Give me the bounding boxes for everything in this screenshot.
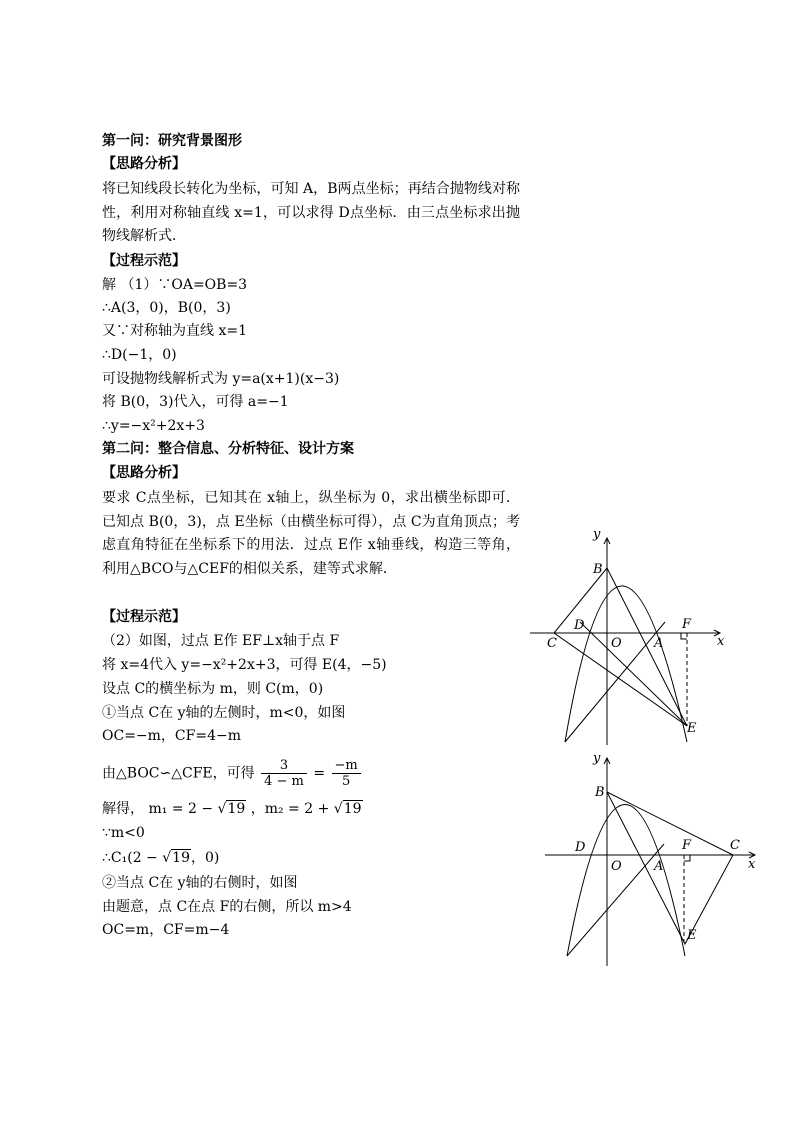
section1-step-1: 解 （1）∵OA=OB=3: [102, 277, 248, 293]
sqrt-19-c: 19: [172, 850, 190, 866]
section2-title: 第二问：整合信息、分析特征、设计方案: [102, 441, 354, 457]
fig2-label-x: x: [748, 857, 756, 872]
section1-step-7: ∴y=−x²+2x+3: [102, 418, 205, 434]
equals-sign: =: [313, 765, 326, 782]
sqrt-sign: √: [162, 850, 172, 866]
fig2-label-b: B: [595, 785, 605, 800]
solve-prefix: 解得，: [102, 801, 144, 817]
m2-label: ，m₂ = 2 +: [250, 801, 330, 817]
fig1-label-e: E: [687, 721, 697, 736]
fig1-label-d: D: [574, 618, 585, 633]
fraction-1-numerator: 3: [261, 758, 307, 774]
sqrt-19-b: 19: [343, 801, 362, 817]
section2-think-header: 【思路分析】: [102, 465, 186, 481]
section2-think-text: 要求 C点坐标，已知其在 x轴上，纵坐标为 0，求出横坐标即可．已知点 B(0，3)，点 E坐标（由横坐标可得），点 C为直角顶点；考虑直角特征在坐标系下的用法．过点 E作 x轴垂线，构造三等角，利用△BCO与△CEF的相似关系，建等式求解．: [102, 490, 520, 577]
fraction-1-denominator: 4 − m: [264, 774, 304, 789]
fig1-label-x: x: [717, 634, 725, 649]
condition-m-negative: ∵m<0: [102, 825, 145, 841]
right-angle-mark: [681, 633, 687, 639]
section2-step-2: 将 x=4代入 y=−x²+2x+3，可得 E(4，−5): [102, 657, 387, 673]
fig2-label-f: F: [682, 838, 692, 853]
section1-process-header: 【过程示范】: [102, 253, 186, 269]
section1-step-5: 可设抛物线解析式为 y=a(x+1)(x−3): [102, 371, 340, 387]
c1-prefix: ∴C₁(2 −: [102, 850, 158, 866]
fig2-label-d: D: [575, 840, 586, 855]
figure-1: [525, 520, 735, 750]
sqrt-sign: √: [217, 801, 227, 817]
fig2-label-c: C: [730, 838, 740, 853]
fig1-label-c: C: [547, 636, 557, 651]
line-d-e: [580, 622, 687, 726]
similar-equation: [102, 758, 363, 789]
section1-think-header: 【思路分析】: [102, 156, 186, 172]
c1-result: [102, 847, 219, 870]
section1-title: 第一问：研究背景图形: [102, 133, 242, 149]
fig1-label-y: y: [593, 527, 601, 542]
fig2-label-y: y: [593, 751, 601, 766]
parabola: [565, 586, 687, 742]
c1-suffix: ，0): [190, 850, 220, 866]
case2-line: ②当点 C在 y轴的右侧时，如图: [102, 875, 298, 891]
fig2-label-e: E: [687, 928, 697, 943]
sqrt-19-a: 19: [227, 801, 246, 817]
section1-think-text: 将已知线段长转化为坐标，可知 A，B两点坐标；再结合抛物线对称性，利用对称轴直线 x=1，可以求得 D点坐标．由三点坐标求出抛物线解析式．: [102, 181, 520, 244]
section1-step-3: 又∵对称轴为直线 x=1: [102, 323, 247, 339]
solve-line: [102, 798, 363, 821]
fig1-label-b: B: [593, 562, 603, 577]
fraction-2-numerator: −m: [332, 758, 361, 774]
sqrt-sign: √: [333, 801, 343, 817]
figure-2: [540, 748, 770, 973]
section2-step-4: ①当点 C在 y轴的左侧时，m<0，如图: [102, 705, 346, 721]
triangle-bce: [607, 792, 733, 944]
case2-condition: 由题意，点 C在点 F的右侧，所以 m>4: [102, 899, 352, 915]
similar-prefix: 由△BOC∽△CFE，可得: [102, 765, 255, 782]
fig1-label-o: O: [611, 636, 622, 651]
section2-step-1: （2）如图，过点 E作 EF⊥x轴于点 F: [102, 633, 340, 649]
section2-step-3: 设点 C的横坐标为 m，则 C(m，0): [102, 681, 324, 697]
fig2-label-a: A: [654, 859, 664, 874]
fig2-label-o: O: [611, 859, 622, 874]
section1-step-4: ∴D(−1，0): [102, 347, 177, 363]
section1-step-2: ∴A(3，0)，B(0，3): [102, 300, 231, 316]
section2-process-header: 【过程示范】: [102, 609, 186, 625]
case2-lengths: OC=m，CF=m−4: [102, 922, 230, 938]
right-angle-mark: [684, 855, 690, 861]
section2-step-5: OC=−m，CF=4−m: [102, 728, 241, 744]
m1-label: m₁ = 2 −: [148, 801, 214, 817]
fig1-label-a: A: [654, 636, 664, 651]
fig1-label-f: F: [682, 617, 692, 632]
section1-step-6: 将 B(0，3)代入，可得 a=−1: [102, 394, 289, 410]
fraction-2-denominator: 5: [341, 774, 351, 789]
fraction-1: [261, 758, 307, 789]
fraction-2: [332, 758, 361, 789]
parabola: [567, 805, 685, 957]
